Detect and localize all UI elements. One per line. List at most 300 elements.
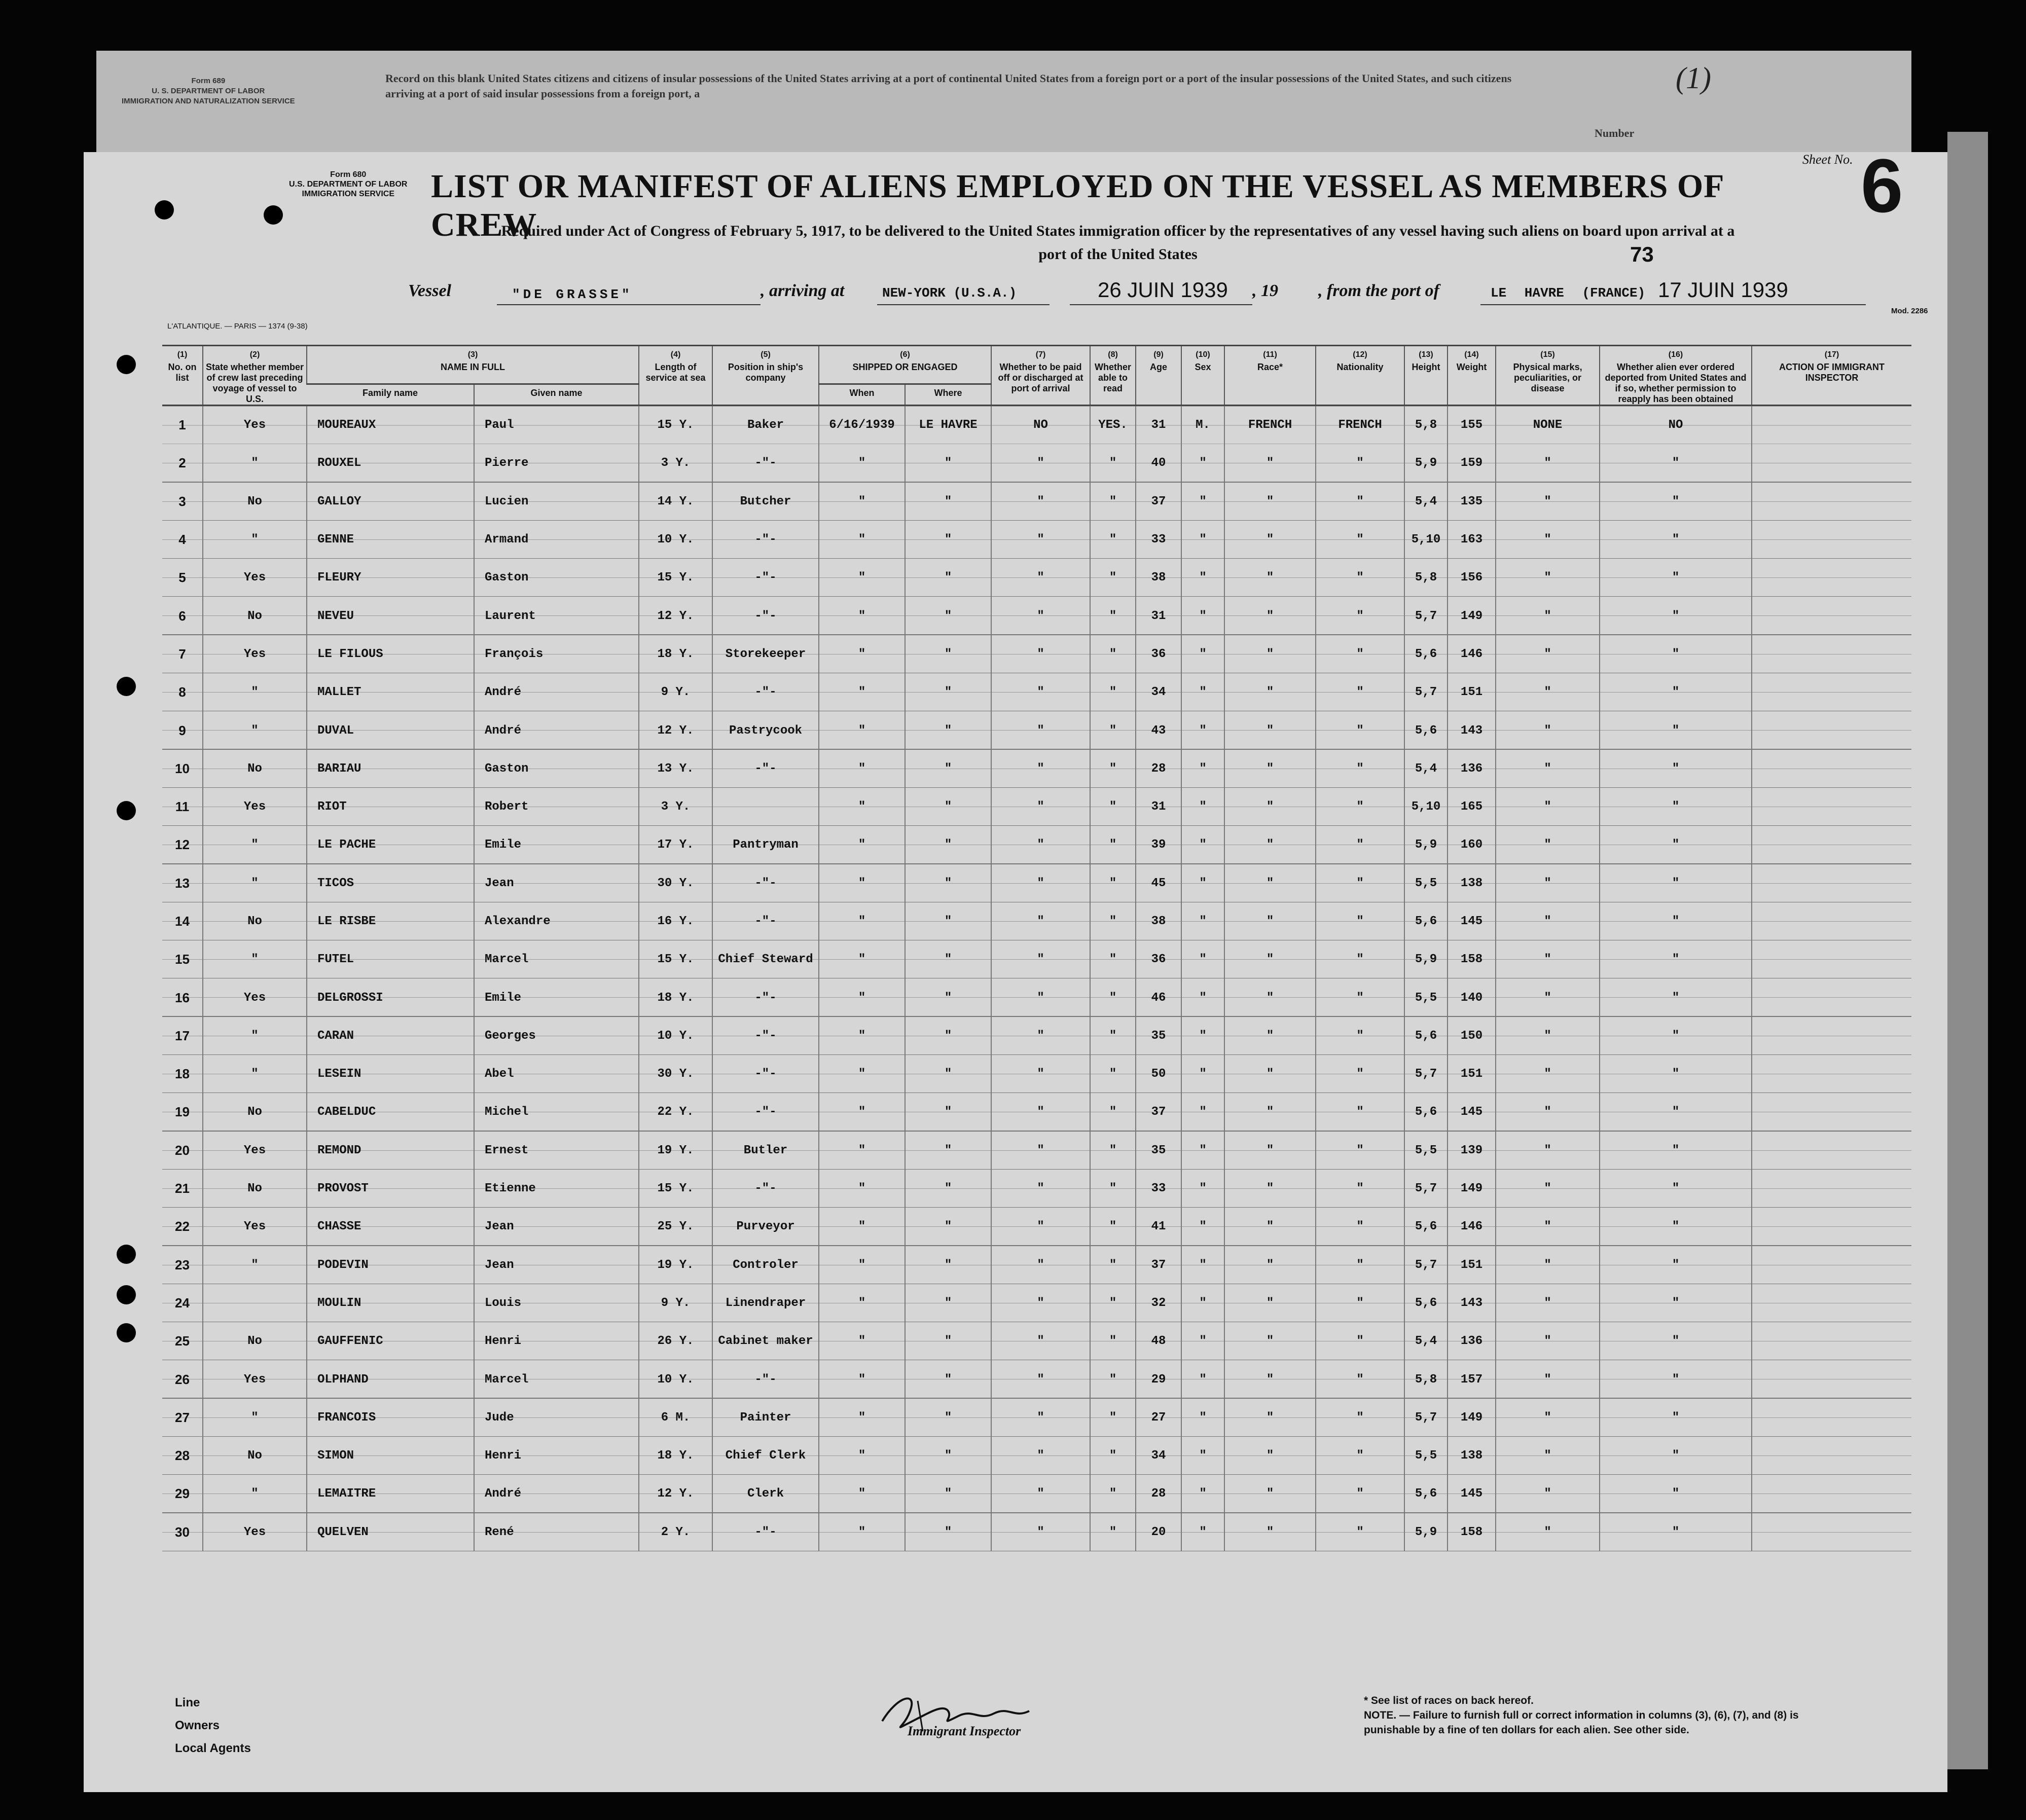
height-cell: 5,7 xyxy=(1404,673,1448,711)
table-row xyxy=(162,978,1911,1016)
weight-cell: 143 xyxy=(1448,1284,1496,1322)
table-row xyxy=(162,711,1911,749)
weight-cell: 155 xyxy=(1448,406,1496,445)
service-cell: 15 Y. xyxy=(639,559,712,597)
deported-cell: " xyxy=(1600,635,1752,673)
col-header-deported: (16) Whether alien ever ordered deported from United States and if so, whether permission to reapply has been obtained xyxy=(1600,346,1752,406)
sex-cell: " xyxy=(1181,1513,1224,1551)
marks-cell: " xyxy=(1496,1132,1600,1170)
row-number: 1 xyxy=(162,406,203,445)
given-name-cell: Jean xyxy=(474,1208,639,1246)
sex-cell: " xyxy=(1181,902,1224,940)
sex-cell: " xyxy=(1181,1322,1224,1360)
table-row xyxy=(162,673,1911,711)
position-cell: Pantryman xyxy=(712,826,819,864)
col-header-given-name: Given name xyxy=(474,384,639,406)
race-cell: " xyxy=(1224,1360,1316,1398)
able-to-read-cell: " xyxy=(1090,1513,1136,1551)
position-cell: -"- xyxy=(712,978,819,1016)
shipped-where-cell: " xyxy=(905,444,991,482)
age-cell: 40 xyxy=(1136,444,1181,482)
paid-off-cell: " xyxy=(991,826,1090,864)
shipped-where-cell: " xyxy=(905,1399,991,1437)
prev-voyage-cell: Yes xyxy=(203,406,307,445)
nationality-cell: " xyxy=(1316,978,1404,1016)
family-name-cell: LESEIN xyxy=(307,1055,474,1093)
marks-cell: " xyxy=(1496,1170,1600,1208)
service-cell: 16 Y. xyxy=(639,902,712,940)
paid-off-cell: " xyxy=(991,940,1090,978)
action-cell xyxy=(1752,1208,1911,1246)
able-to-read-cell: " xyxy=(1090,1017,1136,1055)
race-cell: " xyxy=(1224,826,1316,864)
given-name-cell: Marcel xyxy=(474,1360,639,1398)
nationality-cell: " xyxy=(1316,1208,1404,1246)
paid-off-cell: " xyxy=(991,444,1090,482)
position-cell: Storekeeper xyxy=(712,635,819,673)
punch-hole xyxy=(117,1245,136,1264)
position-cell: -"- xyxy=(712,1055,819,1093)
position-cell: -"- xyxy=(712,673,819,711)
shipped-when-cell: " xyxy=(819,826,905,864)
service-cell: 17 Y. xyxy=(639,826,712,864)
service-cell: 2 Y. xyxy=(639,1513,712,1551)
table-row xyxy=(162,1322,1911,1360)
family-name-cell: MALLET xyxy=(307,673,474,711)
nationality-cell: " xyxy=(1316,1399,1404,1437)
shipped-when-cell: " xyxy=(819,864,905,902)
deported-cell: " xyxy=(1600,1513,1752,1551)
action-cell xyxy=(1752,1055,1911,1093)
prev-voyage-cell: Yes xyxy=(203,559,307,597)
owners-label: Owners xyxy=(175,1719,220,1732)
height-cell: 5,7 xyxy=(1404,597,1448,635)
paid-off-cell: " xyxy=(991,750,1090,788)
underlying-form-header xyxy=(122,76,295,106)
able-to-read-cell: " xyxy=(1090,635,1136,673)
sex-cell: " xyxy=(1181,978,1224,1016)
marks-cell: " xyxy=(1496,1246,1600,1284)
service-cell: 15 Y. xyxy=(639,1170,712,1208)
col-header-race: (11) Race* xyxy=(1224,346,1316,406)
able-to-read-cell: " xyxy=(1090,1360,1136,1398)
race-cell: " xyxy=(1224,1055,1316,1093)
nationality-cell: " xyxy=(1316,635,1404,673)
sex-cell: " xyxy=(1181,521,1224,559)
action-cell xyxy=(1752,1437,1911,1475)
row-number: 22 xyxy=(162,1208,203,1246)
age-cell: 20 xyxy=(1136,1513,1181,1551)
table-row xyxy=(162,864,1911,902)
shipped-when-cell: " xyxy=(819,902,905,940)
marks-cell: " xyxy=(1496,940,1600,978)
sex-cell: " xyxy=(1181,1399,1224,1437)
position-cell: Cabinet maker xyxy=(712,1322,819,1360)
paid-off-cell: " xyxy=(991,1170,1090,1208)
position-cell: -"- xyxy=(712,1093,819,1131)
page-edge xyxy=(1947,132,1988,1769)
given-name-cell: Abel xyxy=(474,1055,639,1093)
footer-note xyxy=(1364,1693,1810,1737)
race-cell: " xyxy=(1224,978,1316,1016)
weight-cell: 136 xyxy=(1448,750,1496,788)
sex-cell: " xyxy=(1181,864,1224,902)
given-name-cell: André xyxy=(474,711,639,749)
col-header-age: (9) Age xyxy=(1136,346,1181,406)
sheet-label: Sheet No. xyxy=(1802,152,1853,167)
action-cell xyxy=(1752,1322,1911,1360)
given-name-cell: Lucien xyxy=(474,483,639,521)
service-cell: 26 Y. xyxy=(639,1322,712,1360)
service-cell: 13 Y. xyxy=(639,750,712,788)
race-cell: " xyxy=(1224,444,1316,482)
position-cell: Baker xyxy=(712,406,819,445)
family-name-cell: PROVOST xyxy=(307,1170,474,1208)
race-note: * See list of races on back hereof. xyxy=(1364,1695,1534,1706)
prev-voyage-cell: No xyxy=(203,597,307,635)
service-cell: 15 Y. xyxy=(639,406,712,445)
action-cell xyxy=(1752,826,1911,864)
row-number: 27 xyxy=(162,1399,203,1437)
prev-voyage-cell xyxy=(203,1284,307,1322)
race-cell: " xyxy=(1224,902,1316,940)
weight-cell: 145 xyxy=(1448,1093,1496,1131)
position-cell: -"- xyxy=(712,864,819,902)
shipped-where-cell: " xyxy=(905,635,991,673)
paid-off-cell: " xyxy=(991,483,1090,521)
shipped-where-cell: " xyxy=(905,711,991,749)
action-cell xyxy=(1752,978,1911,1016)
weight-cell: 151 xyxy=(1448,1055,1496,1093)
row-number: 14 xyxy=(162,902,203,940)
weight-cell: 149 xyxy=(1448,1170,1496,1208)
position-cell: -"- xyxy=(712,1170,819,1208)
service-cell: 14 Y. xyxy=(639,483,712,521)
paid-off-cell: " xyxy=(991,559,1090,597)
action-cell xyxy=(1752,635,1911,673)
nationality-cell: " xyxy=(1316,1017,1404,1055)
required-line-2: port of the United States xyxy=(1038,246,1198,263)
family-name-cell: FRANCOIS xyxy=(307,1399,474,1437)
sex-cell: " xyxy=(1181,1360,1224,1398)
shipped-where-cell: " xyxy=(905,1055,991,1093)
table-row xyxy=(162,1132,1911,1170)
prev-voyage-cell: " xyxy=(203,1246,307,1284)
able-to-read-cell: " xyxy=(1090,559,1136,597)
arrival-date: 26 JUIN 1939 xyxy=(1098,278,1228,302)
height-cell: 5,9 xyxy=(1404,826,1448,864)
marks-cell: " xyxy=(1496,673,1600,711)
given-name-cell: Georges xyxy=(474,1017,639,1055)
shipped-where-cell: " xyxy=(905,1360,991,1398)
punch-hole xyxy=(264,205,283,225)
race-cell: " xyxy=(1224,635,1316,673)
punch-hole xyxy=(117,677,136,696)
able-to-read-cell: " xyxy=(1090,1475,1136,1513)
note-label: NOTE. xyxy=(1364,1709,1397,1721)
row-number: 17 xyxy=(162,1017,203,1055)
shipped-when-cell: " xyxy=(819,444,905,482)
row-number: 3 xyxy=(162,483,203,521)
prev-voyage-cell: Yes xyxy=(203,1208,307,1246)
marks-cell: " xyxy=(1496,864,1600,902)
sex-cell: " xyxy=(1181,1208,1224,1246)
family-name-cell: GENNE xyxy=(307,521,474,559)
nationality-cell: " xyxy=(1316,1246,1404,1284)
paid-off-cell: " xyxy=(991,1437,1090,1475)
shipped-when-cell: " xyxy=(819,1170,905,1208)
row-number: 11 xyxy=(162,788,203,826)
race-cell: " xyxy=(1224,597,1316,635)
row-number: 2 xyxy=(162,444,203,482)
table-row xyxy=(162,1284,1911,1322)
table-row xyxy=(162,1246,1911,1284)
nationality-cell: " xyxy=(1316,1360,1404,1398)
col-header-service: (4) Length of service at sea xyxy=(639,346,712,406)
deported-cell: " xyxy=(1600,826,1752,864)
weight-cell: 150 xyxy=(1448,1017,1496,1055)
marks-cell: " xyxy=(1496,1322,1600,1360)
service-cell: 12 Y. xyxy=(639,711,712,749)
row-number: 12 xyxy=(162,826,203,864)
marks-cell: " xyxy=(1496,1399,1600,1437)
family-name-cell: DELGROSSI xyxy=(307,978,474,1016)
shipped-when-cell: " xyxy=(819,750,905,788)
shipped-where-cell: " xyxy=(905,559,991,597)
sex-cell: " xyxy=(1181,1017,1224,1055)
service-name: IMMIGRATION SERVICE xyxy=(302,190,394,198)
nationality-cell: " xyxy=(1316,1132,1404,1170)
shipped-when-cell: " xyxy=(819,978,905,1016)
prev-voyage-cell: " xyxy=(203,940,307,978)
given-name-cell: Paul xyxy=(474,406,639,445)
race-cell: " xyxy=(1224,1322,1316,1360)
row-number: 28 xyxy=(162,1437,203,1475)
family-name-cell: LEMAITRE xyxy=(307,1475,474,1513)
sex-cell: " xyxy=(1181,711,1224,749)
row-number: 8 xyxy=(162,673,203,711)
deported-cell: " xyxy=(1600,1093,1752,1131)
able-to-read-cell: " xyxy=(1090,673,1136,711)
col-header-paid-off: (7) Whether to be paid off or discharged at port of arrival xyxy=(991,346,1090,406)
punch-hole xyxy=(117,801,136,820)
able-to-read-cell: " xyxy=(1090,597,1136,635)
shipped-when-cell: " xyxy=(819,1208,905,1246)
shipped-when-cell: " xyxy=(819,1475,905,1513)
table-row xyxy=(162,1017,1911,1055)
prev-voyage-cell: " xyxy=(203,673,307,711)
able-to-read-cell: " xyxy=(1090,1322,1136,1360)
deported-cell: " xyxy=(1600,1360,1752,1398)
able-to-read-cell: " xyxy=(1090,1093,1136,1131)
row-number: 18 xyxy=(162,1055,203,1093)
weight-cell: 135 xyxy=(1448,483,1496,521)
shipped-when-cell: " xyxy=(819,1513,905,1551)
paid-off-cell: " xyxy=(991,673,1090,711)
row-number: 16 xyxy=(162,978,203,1016)
prev-voyage-cell: " xyxy=(203,864,307,902)
race-cell: " xyxy=(1224,1208,1316,1246)
paid-off-cell: " xyxy=(991,521,1090,559)
action-cell xyxy=(1752,444,1911,482)
service-cell: 19 Y. xyxy=(639,1246,712,1284)
age-cell: 29 xyxy=(1136,1360,1181,1398)
family-name-cell: CARAN xyxy=(307,1017,474,1055)
deported-cell: " xyxy=(1600,902,1752,940)
table-row xyxy=(162,1360,1911,1398)
position-cell: Painter xyxy=(712,1399,819,1437)
height-cell: 5,6 xyxy=(1404,1208,1448,1246)
position-cell: Linendraper xyxy=(712,1284,819,1322)
shipped-when-cell: " xyxy=(819,521,905,559)
row-number: 13 xyxy=(162,864,203,902)
sex-cell: " xyxy=(1181,750,1224,788)
col-header-read: (8) Whether able to read xyxy=(1090,346,1136,406)
table-row xyxy=(162,1055,1911,1093)
able-to-read-cell: " xyxy=(1090,788,1136,826)
able-to-read-cell: " xyxy=(1090,1170,1136,1208)
prev-voyage-cell: Yes xyxy=(203,635,307,673)
given-name-cell: Henri xyxy=(474,1437,639,1475)
deported-cell: " xyxy=(1600,1208,1752,1246)
age-cell: 28 xyxy=(1136,750,1181,788)
table-row xyxy=(162,1093,1911,1131)
underlying-page-mark: (1) xyxy=(1676,61,1711,95)
race-cell: " xyxy=(1224,940,1316,978)
family-name-cell: MOUREAUX xyxy=(307,406,474,445)
height-cell: 5,6 xyxy=(1404,1475,1448,1513)
race-cell: " xyxy=(1224,673,1316,711)
marks-cell: " xyxy=(1496,1437,1600,1475)
crew-count: 73 xyxy=(1630,242,1654,266)
able-to-read-cell: " xyxy=(1090,1132,1136,1170)
position-cell: Controler xyxy=(712,1246,819,1284)
paid-off-cell: " xyxy=(991,1284,1090,1322)
family-name-cell: RIOT xyxy=(307,788,474,826)
service-cell: 30 Y. xyxy=(639,864,712,902)
service-cell: 9 Y. xyxy=(639,673,712,711)
port-underline xyxy=(1480,304,1866,305)
family-name-cell: PODEVIN xyxy=(307,1246,474,1284)
age-cell: 37 xyxy=(1136,1093,1181,1131)
sex-cell: " xyxy=(1181,597,1224,635)
table-row xyxy=(162,559,1911,597)
position-cell: -"- xyxy=(712,902,819,940)
height-cell: 5,5 xyxy=(1404,978,1448,1016)
given-name-cell: Laurent xyxy=(474,597,639,635)
sex-cell: " xyxy=(1181,635,1224,673)
able-to-read-cell: " xyxy=(1090,1246,1136,1284)
shipped-when-cell: " xyxy=(819,1055,905,1093)
able-to-read-cell: " xyxy=(1090,826,1136,864)
marks-cell: " xyxy=(1496,711,1600,749)
height-cell: 5,6 xyxy=(1404,1093,1448,1131)
age-cell: 35 xyxy=(1136,1017,1181,1055)
vessel-underline xyxy=(497,304,761,305)
deported-cell: NO xyxy=(1600,406,1752,445)
age-cell: 34 xyxy=(1136,673,1181,711)
weight-cell: 158 xyxy=(1448,940,1496,978)
race-cell: " xyxy=(1224,559,1316,597)
table-row xyxy=(162,483,1911,521)
prev-voyage-cell: Yes xyxy=(203,1132,307,1170)
marks-cell: " xyxy=(1496,750,1600,788)
action-cell xyxy=(1752,711,1911,749)
family-name-cell: GALLOY xyxy=(307,483,474,521)
height-cell: 5,10 xyxy=(1404,521,1448,559)
marks-cell: " xyxy=(1496,1475,1600,1513)
action-cell xyxy=(1752,673,1911,711)
row-number: 9 xyxy=(162,711,203,749)
age-cell: 50 xyxy=(1136,1055,1181,1093)
col-header-family-name: Family name xyxy=(307,384,474,406)
shipped-where-cell: " xyxy=(905,788,991,826)
col-header-when: When xyxy=(819,384,905,406)
service-cell: 3 Y. xyxy=(639,788,712,826)
nationality-cell: FRENCH xyxy=(1316,406,1404,445)
paid-off-cell: NO xyxy=(991,406,1090,445)
marks-cell: " xyxy=(1496,1055,1600,1093)
prev-voyage-cell: " xyxy=(203,444,307,482)
family-name-cell: TICOS xyxy=(307,864,474,902)
height-cell: 5,5 xyxy=(1404,1132,1448,1170)
marks-cell: " xyxy=(1496,559,1600,597)
underlying-form-no: Form 689 xyxy=(191,77,226,85)
height-cell: 5,5 xyxy=(1404,864,1448,902)
family-name-cell: CABELDUC xyxy=(307,1093,474,1131)
paid-off-cell: " xyxy=(991,864,1090,902)
weight-cell: 151 xyxy=(1448,673,1496,711)
given-name-cell: Jean xyxy=(474,864,639,902)
nationality-cell: " xyxy=(1316,711,1404,749)
shipped-when-cell: " xyxy=(819,1437,905,1475)
age-cell: 46 xyxy=(1136,978,1181,1016)
nationality-cell: " xyxy=(1316,1322,1404,1360)
action-cell xyxy=(1752,1170,1911,1208)
shipped-where-cell: " xyxy=(905,521,991,559)
prev-voyage-cell: No xyxy=(203,1322,307,1360)
shipped-when-cell: " xyxy=(819,597,905,635)
age-cell: 38 xyxy=(1136,902,1181,940)
height-cell: 5,4 xyxy=(1404,483,1448,521)
paid-off-cell: " xyxy=(991,902,1090,940)
service-cell: 9 Y. xyxy=(639,1284,712,1322)
weight-cell: 149 xyxy=(1448,597,1496,635)
arriving-port: NEW-YORK (U.S.A.) xyxy=(882,285,1017,301)
shipped-where-cell: " xyxy=(905,826,991,864)
action-cell xyxy=(1752,788,1911,826)
row-number: 30 xyxy=(162,1513,203,1551)
race-cell: " xyxy=(1224,864,1316,902)
action-cell xyxy=(1752,1475,1911,1513)
paid-off-cell: " xyxy=(991,1399,1090,1437)
deported-cell: " xyxy=(1600,1017,1752,1055)
age-cell: 43 xyxy=(1136,711,1181,749)
given-name-cell: Marcel xyxy=(474,940,639,978)
service-cell: 3 Y. xyxy=(639,444,712,482)
deported-cell: " xyxy=(1600,711,1752,749)
nationality-cell: " xyxy=(1316,940,1404,978)
date-underline xyxy=(1070,304,1252,305)
service-cell: 18 Y. xyxy=(639,635,712,673)
age-cell: 27 xyxy=(1136,1399,1181,1437)
table-row xyxy=(162,1399,1911,1437)
deported-cell: " xyxy=(1600,483,1752,521)
col-header-sex: (10) Sex xyxy=(1181,346,1224,406)
shipped-where-cell: " xyxy=(905,1132,991,1170)
paid-off-cell: " xyxy=(991,1017,1090,1055)
age-cell: 28 xyxy=(1136,1475,1181,1513)
